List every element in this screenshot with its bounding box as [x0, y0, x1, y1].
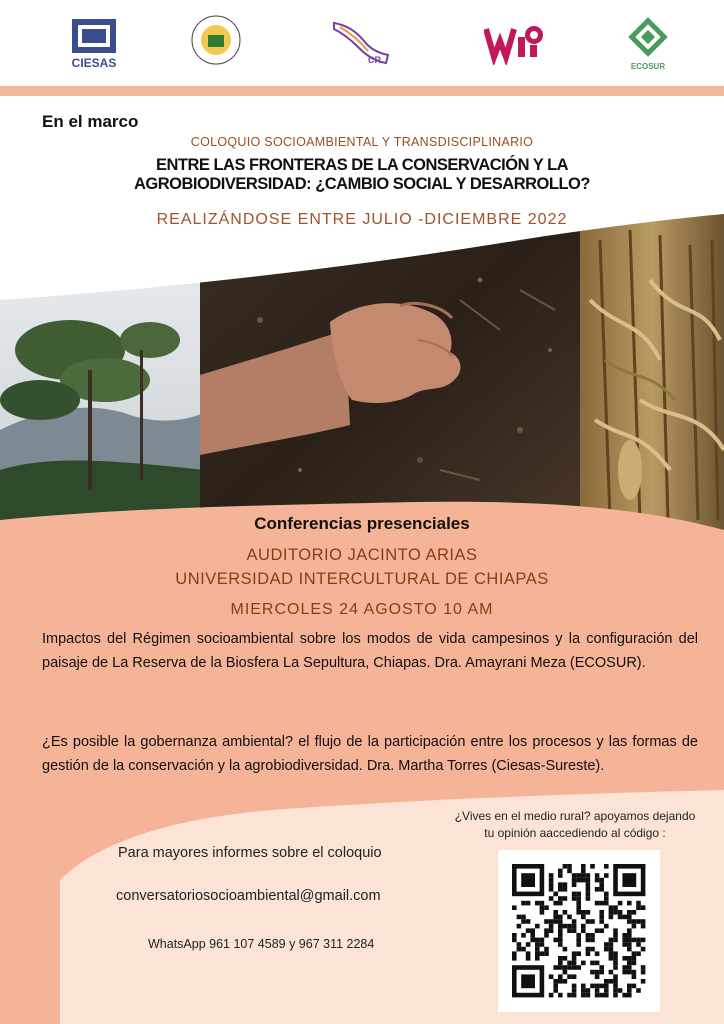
logo-bar: [0, 0, 724, 88]
mexico-map-icon: [330, 15, 394, 71]
coloquio-subtitle: COLOQUIO SOCIOAMBIENTAL Y TRANSDISCIPLINARIO: [190, 135, 534, 149]
header-stripe: [0, 86, 724, 96]
title-line-1: ENTRE LAS FRONTERAS DE LA CONSERVACIÓN Y LA: [155, 156, 569, 174]
qr-code-icon: [498, 850, 660, 1012]
ecosur-logo-icon: [620, 13, 676, 73]
photo-collage: [0, 200, 724, 540]
rural-prompt-line-1: ¿Vives en el medio rural? apoyamos dejando: [454, 809, 696, 823]
ecosur-logo: [620, 14, 676, 72]
ciesas-logo: [66, 14, 122, 72]
cr-logo: [330, 14, 394, 72]
qr-code[interactable]: [498, 850, 660, 1012]
ciesas-logo-icon: [68, 15, 120, 71]
venue-line-2: UNIVERSIDAD INTERCULTURAL DE CHIAPAS: [175, 570, 549, 588]
ecosur-text: ECOSUR: [630, 62, 666, 71]
rural-prompt-line-2: tu opinión aaccediendo al código :: [484, 826, 666, 840]
venue-line-1: AUDITORIO JACINTO ARIAS: [246, 546, 478, 564]
conferences-heading: Conferencias presenciales: [254, 514, 470, 533]
cr-text: CR: [368, 55, 381, 65]
uich-logo-icon: [484, 21, 544, 65]
marco-label: En el marco: [42, 112, 139, 131]
contact-email[interactable]: conversatoriosocioambiental@gmail.com: [116, 888, 381, 904]
unach-seal-icon: [186, 13, 246, 73]
talk-1: Impactos del Régimen socioambiental sobre los modos de vida campesinos y la configuración del paisaje de La Reserva de la Biosfera La Sepultura, Chiapas. Dra. Amayrani Meza (ECOSUR).: [42, 631, 698, 671]
talk-2: ¿Es posible la gobernanza ambiental? el flujo de la participación entre los procesos y las formas de gestión de la conservación y la agrobiodiversidad. Dra. Martha Torres (Ciesas-Sureste).: [42, 734, 698, 774]
title-line-2: AGROBIODIVERSIDAD: ¿CAMBIO SOCIAL Y DESARROLLO?: [134, 175, 590, 193]
whatsapp-numbers: WhatsApp 961 107 4589 y 967 311 2284: [148, 937, 375, 951]
ciesas-text: CIESAS: [71, 56, 117, 70]
uich-logo: [484, 14, 544, 72]
info-text: Para mayores informes sobre el coloquio: [118, 845, 382, 861]
unach-logo: [186, 14, 246, 72]
event-datetime: MIERCOLES 24 AGOSTO 10 AM: [230, 601, 494, 618]
page-title: [0, 156, 724, 194]
period-text: REALIZÁNDOSE ENTRE JULIO -DICIEMBRE 2022: [156, 211, 568, 228]
